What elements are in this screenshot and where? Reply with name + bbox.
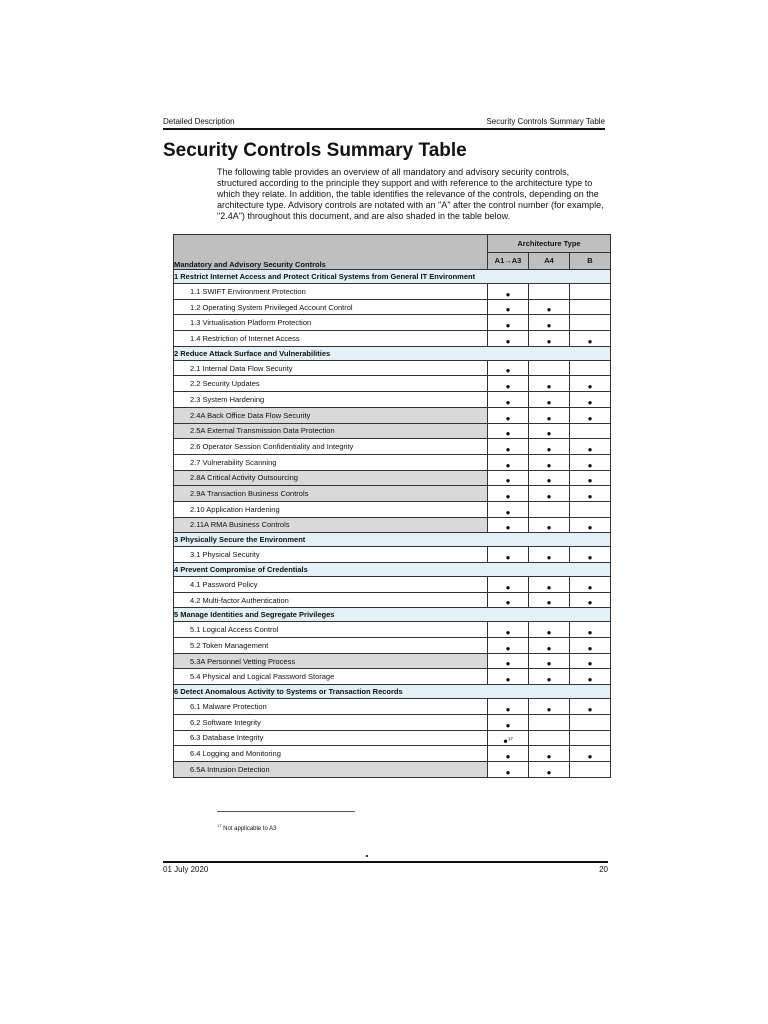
applicability-cell (488, 501, 529, 517)
bullet-mark: ● (505, 305, 511, 315)
control-label: 2.4A Back Office Data Flow Security (174, 407, 488, 423)
control-row (174, 284, 611, 300)
control-label: 2.1 Internal Data Flow Security (174, 360, 488, 376)
bullet-mark: ● (505, 321, 511, 331)
bullet-mark: ● (503, 736, 508, 746)
applicability-cell (529, 439, 570, 455)
applicability-cell (488, 284, 529, 300)
applicability-cell (570, 577, 611, 593)
applicability-cell (488, 407, 529, 423)
bullet-mark: ● (505, 336, 511, 346)
applicability-cell (488, 699, 529, 715)
applicability-cell (488, 547, 529, 563)
bullet-mark: ● (587, 382, 593, 392)
applicability-cell (529, 577, 570, 593)
applicability-cell (529, 486, 570, 502)
control-row (174, 360, 611, 376)
control-label: 2.2 Security Updates (174, 376, 488, 392)
applicability-cell (570, 423, 611, 439)
applicability-cell (488, 454, 529, 470)
bullet-mark: ● (505, 476, 511, 486)
bullet-mark: ● (505, 675, 511, 685)
bullet-mark: ● (587, 476, 593, 486)
control-row (174, 638, 611, 654)
bullet-mark: ● (546, 598, 552, 608)
advisory-control-row (174, 407, 611, 423)
advisory-control-row (174, 517, 611, 533)
bullet-mark: ● (587, 582, 593, 592)
applicability-cell (529, 653, 570, 669)
applicability-cell (570, 439, 611, 455)
control-row (174, 331, 611, 347)
applicability-cell (488, 746, 529, 762)
bullet-mark: ● (546, 628, 552, 638)
column-header-a4: A4 (529, 252, 570, 270)
control-label: 4.1 Password Policy (174, 577, 488, 593)
section-row (174, 346, 611, 360)
applicability-cell (529, 761, 570, 777)
bullet-mark: ● (505, 582, 511, 592)
applicability-cell (570, 517, 611, 533)
control-label: 2.3 System Hardening (174, 392, 488, 408)
table-header-controls: Mandatory and Advisory Security Controls (174, 235, 488, 270)
bullet-mark: ● (546, 767, 552, 777)
applicability-cell (529, 622, 570, 638)
control-label: 2.8A Critical Activity Outsourcing (174, 470, 488, 486)
bullet-mark: ● (546, 659, 552, 669)
applicability-cell (570, 653, 611, 669)
control-row (174, 669, 611, 685)
bullet-mark: ● (505, 507, 511, 517)
applicability-cell (488, 331, 529, 347)
applicability-cell (570, 376, 611, 392)
control-label: 5.1 Logical Access Control (174, 622, 488, 638)
control-label: 1.1 SWIFT Environment Protection (174, 284, 488, 300)
applicability-cell (488, 517, 529, 533)
applicability-cell (488, 423, 529, 439)
bullet-mark: ● (587, 491, 593, 501)
applicability-cell (570, 470, 611, 486)
applicability-cell (529, 407, 570, 423)
bullet-mark: ● (587, 675, 593, 685)
control-row (174, 547, 611, 563)
bullet-mark: ● (505, 643, 511, 653)
control-label: 5.4 Physical and Logical Password Storage (174, 669, 488, 685)
bullet-mark: ● (505, 382, 511, 392)
bullet-mark: ● (505, 628, 511, 638)
applicability-cell (570, 407, 611, 423)
security-controls-table (173, 234, 611, 778)
bullet-mark: ● (546, 382, 552, 392)
applicability-cell (488, 439, 529, 455)
bullet-mark: ● (546, 751, 552, 761)
footnote-text: Not applicable to A3 (221, 826, 277, 832)
section-title: 4 Prevent Compromise of Credentials (174, 563, 611, 577)
applicability-cell (570, 454, 611, 470)
control-label: 6.1 Malware Protection (174, 699, 488, 715)
bullet-mark: ● (587, 628, 593, 638)
control-label: 2.9A Transaction Business Controls (174, 486, 488, 502)
bullet-mark: ● (505, 413, 511, 423)
applicability-cell (570, 360, 611, 376)
applicability-cell (529, 730, 570, 746)
bullet-mark: ● (546, 413, 552, 423)
applicability-cell (570, 486, 611, 502)
applicability-cell (570, 592, 611, 608)
applicability-cell (488, 470, 529, 486)
applicability-cell (488, 577, 529, 593)
section-row (174, 608, 611, 622)
table-header-architecture-type: Architecture Type (488, 235, 611, 253)
bullet-mark: ● (546, 553, 552, 562)
bullet-mark: ● (546, 704, 552, 714)
control-row (174, 592, 611, 608)
applicability-cell (488, 714, 529, 730)
applicability-cell (529, 376, 570, 392)
bullet-mark: ● (546, 444, 552, 454)
applicability-cell (529, 669, 570, 685)
bullet-mark: ● (505, 460, 511, 470)
running-header-right: Security Controls Summary Table (486, 117, 605, 126)
control-row (174, 577, 611, 593)
control-label: 1.4 Restriction of Internet Access (174, 331, 488, 347)
applicability-cell (488, 669, 529, 685)
applicability-cell (529, 714, 570, 730)
applicability-cell (570, 315, 611, 331)
bullet-mark: ● (505, 720, 511, 730)
bullet-mark: ● (505, 751, 511, 761)
table-body (174, 270, 611, 778)
control-row (174, 392, 611, 408)
control-label: 3.1 Physical Security (174, 547, 488, 563)
control-label: 6.4 Logging and Monitoring (174, 746, 488, 762)
applicability-cell (529, 592, 570, 608)
applicability-cell (488, 392, 529, 408)
control-label: 6.5A Intrusion Detection (174, 761, 488, 777)
column-header-b: B (570, 252, 611, 270)
control-row (174, 439, 611, 455)
applicability-cell (488, 376, 529, 392)
bullet-mark: ● (505, 366, 511, 376)
bullet-mark: ● (505, 704, 511, 714)
bullet-mark: ● (546, 336, 552, 346)
bullet-mark: ● (546, 476, 552, 486)
applicability-cell (570, 547, 611, 563)
section-row (174, 685, 611, 699)
applicability-cell (570, 638, 611, 654)
control-label: 6.2 Software Integrity (174, 714, 488, 730)
control-label: 2.7 Vulnerability Scanning (174, 454, 488, 470)
bullet-mark: ● (505, 289, 511, 299)
applicability-cell (488, 592, 529, 608)
applicability-cell (488, 638, 529, 654)
control-row (174, 501, 611, 517)
control-label: 1.2 Operating System Privileged Account Control (174, 299, 488, 315)
applicability-cell (570, 392, 611, 408)
applicability-cell (529, 360, 570, 376)
bullet-mark: ● (587, 751, 593, 761)
applicability-cell (529, 746, 570, 762)
bullet-mark: ● (505, 659, 511, 669)
control-label: 5.3A Personnel Vetting Process (174, 653, 488, 669)
control-row (174, 746, 611, 762)
applicability-cell (570, 699, 611, 715)
control-label: 5.2 Token Management (174, 638, 488, 654)
bullet-mark: ● (546, 321, 552, 331)
applicability-cell (529, 638, 570, 654)
control-label: 2.11A RMA Business Controls (174, 517, 488, 533)
bullet-mark: ● (505, 523, 511, 533)
section-title: 5 Manage Identities and Segregate Privileges (174, 608, 611, 622)
bullet-mark: ● (587, 553, 593, 562)
bullet-mark: ● (587, 444, 593, 454)
control-label: 1.3 Virtualisation Platform Protection (174, 315, 488, 331)
advisory-control-row (174, 653, 611, 669)
bullet-mark: ● (587, 460, 593, 470)
control-row (174, 376, 611, 392)
section-row (174, 533, 611, 547)
applicability-cell (488, 622, 529, 638)
control-label: 2.5A External Transmission Data Protection (174, 423, 488, 439)
bullet-mark: ● (587, 659, 593, 669)
applicability-cell (570, 714, 611, 730)
footer-rule (163, 861, 608, 863)
footnote (217, 822, 277, 833)
applicability-cell (529, 299, 570, 315)
applicability-cell (570, 284, 611, 300)
page-number: 20 (599, 865, 608, 874)
bullet-mark: ● (505, 491, 511, 501)
applicability-cell (570, 622, 611, 638)
bullet-mark: ● (546, 643, 552, 653)
section-title: 1 Restrict Internet Access and Protect Critical Systems from General IT Environment (174, 270, 611, 284)
applicability-cell (529, 284, 570, 300)
applicability-cell (570, 501, 611, 517)
bullet-mark: ● (546, 582, 552, 592)
bullet-mark: ● (587, 523, 593, 533)
advisory-control-row (174, 470, 611, 486)
applicability-cell (488, 730, 529, 746)
footnote-marker: 17 (507, 735, 513, 741)
running-header-left: Detailed Description (163, 117, 235, 126)
bullet-mark: ● (587, 397, 593, 407)
applicability-cell (488, 486, 529, 502)
applicability-cell (529, 517, 570, 533)
footer-date: 01 July 2020 (163, 865, 209, 874)
applicability-cell (529, 454, 570, 470)
bullet-mark: ● (505, 767, 511, 777)
section-row (174, 270, 611, 284)
bullet-mark: ● (505, 397, 511, 407)
bullet-mark: ● (587, 336, 593, 346)
running-header (163, 116, 605, 130)
advisory-control-row (174, 761, 611, 777)
bullet-mark: ● (546, 397, 552, 407)
column-header-a1-a3: A1→A3 (488, 252, 529, 270)
applicability-cell (529, 331, 570, 347)
applicability-cell (529, 315, 570, 331)
applicability-cell (488, 315, 529, 331)
footnote-separator (217, 811, 355, 812)
control-label: 6.3 Database Integrity (174, 730, 488, 746)
applicability-cell (570, 746, 611, 762)
intro-paragraph: The following table provides an overview of all mandatory and advisory security controls, structured according to the principle they support and with reference to the architecture type to which they relate. In addition, the table identifies the relevance of the controls, depending on the architecture type. Advisory controls are notated with an "A" after the control number (for example, "2.4A") throughout this document, and are also shaded in the table below. (217, 167, 604, 221)
section-row (174, 563, 611, 577)
applicability-cell (529, 699, 570, 715)
control-label: 2.6 Operator Session Confidentiality and Integrity (174, 439, 488, 455)
applicability-cell (529, 392, 570, 408)
applicability-cell (570, 669, 611, 685)
section-title: 6 Detect Anomalous Activity to Systems or Transaction Records (174, 685, 611, 699)
footnote-ref: 17 (217, 823, 222, 828)
control-label: 2.10 Application Hardening (174, 501, 488, 517)
applicability-cell (529, 423, 570, 439)
page-title: Security Controls Summary Table (163, 140, 467, 161)
applicability-cell (529, 501, 570, 517)
bullet-mark: ● (587, 643, 593, 653)
control-row (174, 454, 611, 470)
control-row (174, 299, 611, 315)
footer-mark (366, 855, 368, 857)
bullet-mark: ● (546, 523, 552, 533)
applicability-cell (570, 730, 611, 746)
bullet-mark: ● (587, 704, 593, 714)
bullet-mark: ● (587, 598, 593, 608)
bullet-mark: ● (546, 305, 552, 315)
applicability-cell (488, 299, 529, 315)
bullet-mark: ● (505, 444, 511, 454)
bullet-mark: ● (546, 460, 552, 470)
control-row (174, 730, 611, 746)
control-row (174, 714, 611, 730)
applicability-cell (529, 547, 570, 563)
bullet-mark: ● (546, 429, 552, 439)
bullet-mark: ● (505, 598, 511, 608)
bullet-mark: ● (546, 491, 552, 501)
applicability-cell (488, 761, 529, 777)
applicability-cell (570, 761, 611, 777)
control-label: 4.2 Multi-factor Authentication (174, 592, 488, 608)
control-row (174, 315, 611, 331)
applicability-cell (570, 299, 611, 315)
advisory-control-row (174, 486, 611, 502)
advisory-control-row (174, 423, 611, 439)
applicability-cell (570, 331, 611, 347)
bullet-mark: ● (505, 429, 511, 439)
applicability-cell (488, 360, 529, 376)
applicability-cell (529, 470, 570, 486)
section-title: 3 Physically Secure the Environment (174, 533, 611, 547)
control-row (174, 622, 611, 638)
bullet-mark: ● (546, 675, 552, 685)
control-row (174, 699, 611, 715)
section-title: 2 Reduce Attack Surface and Vulnerabilities (174, 346, 611, 360)
bullet-mark: ● (505, 553, 511, 562)
bullet-mark: ● (587, 413, 593, 423)
applicability-cell (488, 653, 529, 669)
